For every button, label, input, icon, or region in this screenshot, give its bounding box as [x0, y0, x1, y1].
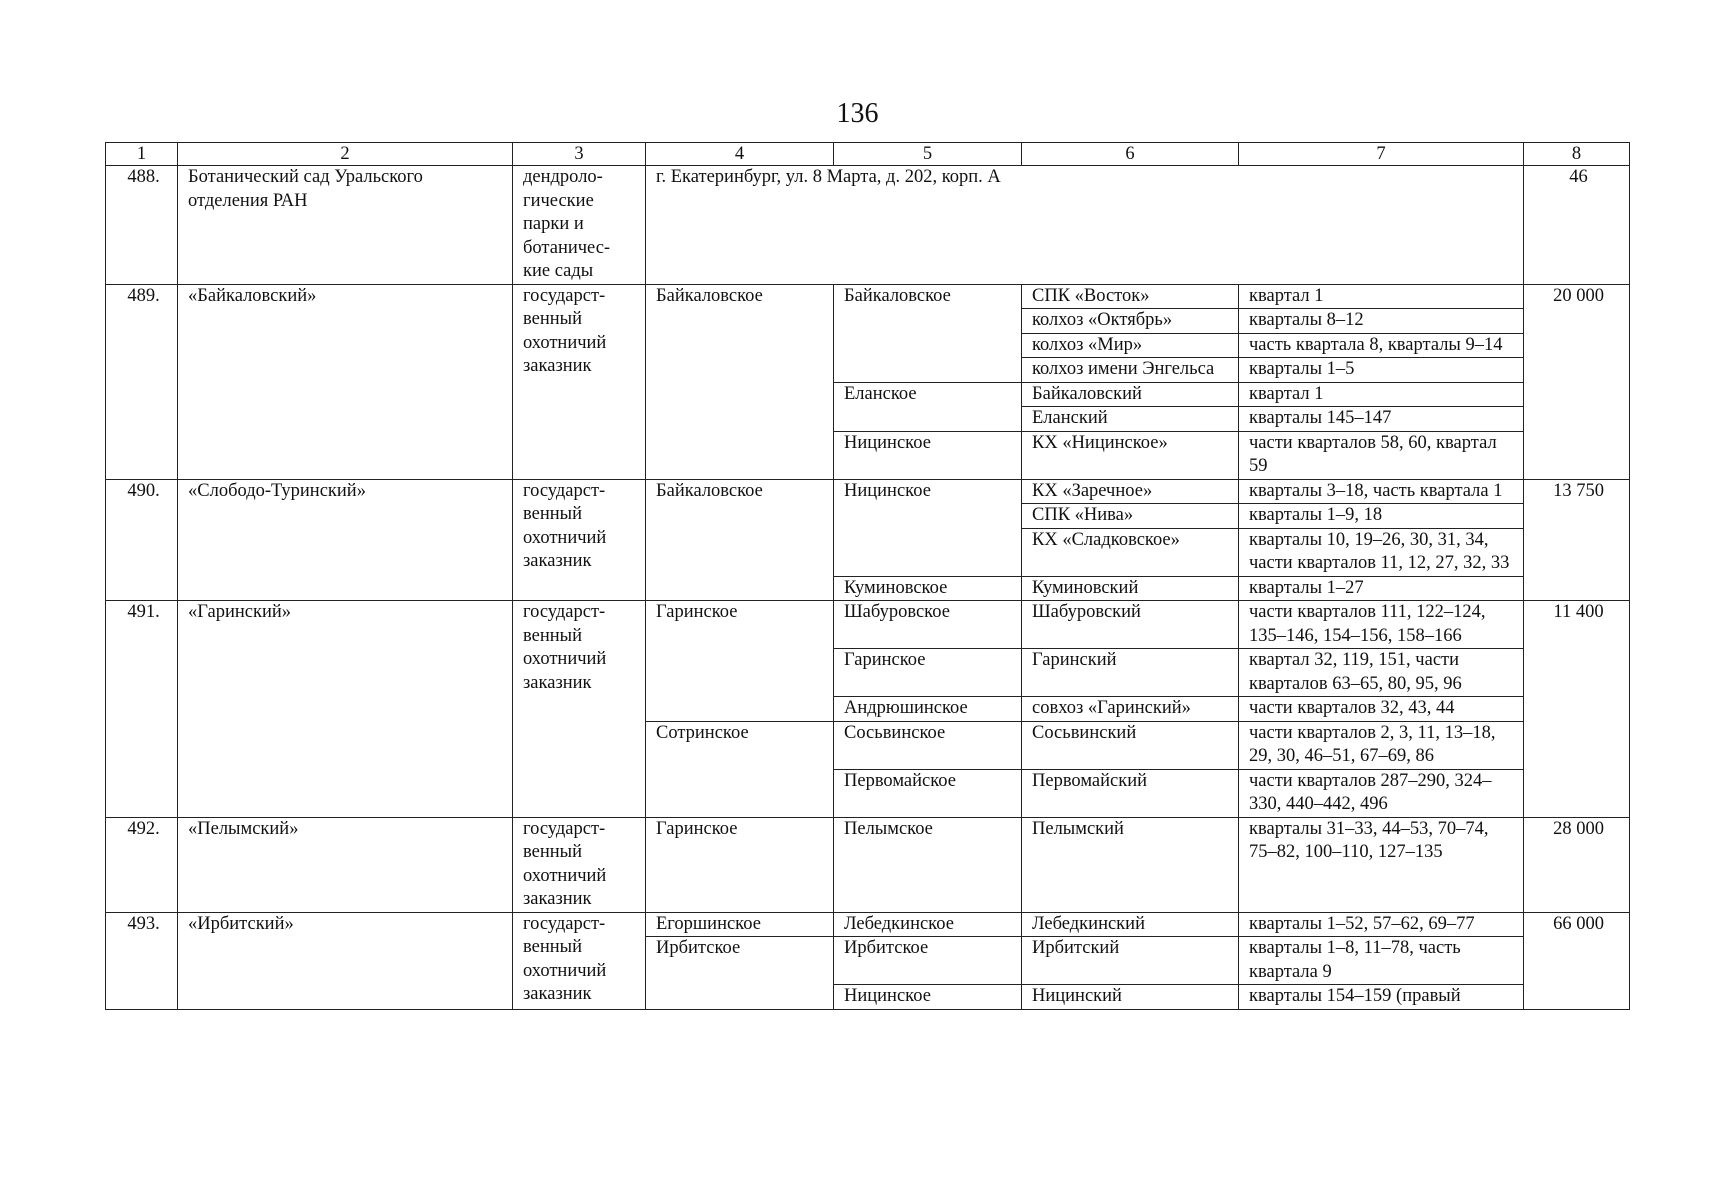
forestry: Шабуровское	[834, 601, 1022, 649]
tract: СПК «Восток»	[1022, 284, 1239, 309]
area-hectares: 66 000	[1524, 912, 1630, 1009]
tract: Первомайский	[1022, 769, 1239, 817]
quarters: кварталы 3–18, часть квартала 1	[1239, 479, 1524, 504]
quarters: кварталы 31–33, 44–53, 70–74, 75–82, 100–110, 127–135	[1239, 817, 1524, 912]
area-type: государст- венный охотничий заказник	[513, 284, 646, 479]
quarters: части кварталов 58, 60, квартал 59	[1239, 431, 1524, 479]
quarters: кварталы 1–27	[1239, 576, 1524, 601]
tract: Лебедкинский	[1022, 912, 1239, 937]
row-number: 493.	[106, 912, 178, 1009]
district: Гаринское	[646, 601, 834, 722]
table-row	[106, 479, 1630, 504]
tract: колхоз «Мир»	[1022, 333, 1239, 358]
quarters: кварталы 1–8, 11–78, часть квартала 9	[1239, 937, 1524, 985]
table-row	[106, 601, 1630, 649]
column-number: 6	[1022, 143, 1239, 166]
district: Сотринское	[646, 721, 834, 817]
tract: Байкаловский	[1022, 382, 1239, 407]
forestry: Гаринское	[834, 649, 1022, 697]
district: Ирбитское	[646, 937, 834, 1010]
tract: КХ «Сладковское»	[1022, 528, 1239, 576]
area-name: «Слободо-Туринский»	[178, 479, 513, 601]
quarters: части кварталов 2, 3, 11, 13–18, 29, 30, 46–51, 67–69, 86	[1239, 721, 1524, 769]
area-name: «Гаринский»	[178, 601, 513, 818]
column-number: 5	[834, 143, 1022, 166]
area-type: государст- венный охотничий заказник	[513, 912, 646, 1009]
forestry: Еланское	[834, 382, 1022, 431]
tract: Ирбитский	[1022, 937, 1239, 985]
area-hectares: 46	[1524, 166, 1630, 285]
area-name: «Пелымский»	[178, 817, 513, 912]
quarters: кварталы 1–5	[1239, 358, 1524, 383]
area-hectares: 20 000	[1524, 284, 1630, 479]
quarters: квартал 32, 119, 151, части кварталов 63–65, 80, 95, 96	[1239, 649, 1524, 697]
tract: Ницинский	[1022, 985, 1239, 1010]
quarters: кварталы 8–12	[1239, 309, 1524, 334]
forestry: Ницинское	[834, 431, 1022, 479]
area-name: Ботанический сад Уральского отделения РАН	[178, 166, 513, 285]
forestry: Андрюшинское	[834, 697, 1022, 722]
tract: СПК «Нива»	[1022, 504, 1239, 529]
forestry: Ницинское	[834, 479, 1022, 576]
area-location: г. Екатеринбург, ул. 8 Марта, д. 202, корп. А	[646, 166, 1524, 285]
tract: Гаринский	[1022, 649, 1239, 697]
table-row	[106, 166, 1630, 285]
row-number: 490.	[106, 479, 178, 601]
quarters: кварталы 1–9, 18	[1239, 504, 1524, 529]
row-number: 491.	[106, 601, 178, 818]
area-type: дендроло- гические парки и ботаничес- кие сады	[513, 166, 646, 285]
tract: колхоз имени Энгельса	[1022, 358, 1239, 383]
tract: Шабуровский	[1022, 601, 1239, 649]
quarters: части кварталов 287–290, 324–330, 440–442, 496	[1239, 769, 1524, 817]
area-type: государст- венный охотничий заказник	[513, 479, 646, 601]
forestry: Лебедкинское	[834, 912, 1022, 937]
column-number: 4	[646, 143, 834, 166]
quarters: квартал 1	[1239, 382, 1524, 407]
area-hectares: 13 750	[1524, 479, 1630, 601]
row-number: 489.	[106, 284, 178, 479]
district: Егоршинское	[646, 912, 834, 937]
column-number-row	[106, 143, 1630, 166]
tract: колхоз «Октябрь»	[1022, 309, 1239, 334]
table-row	[106, 284, 1630, 309]
protected-areas-table	[105, 142, 1630, 1010]
quarters: кварталы 145–147	[1239, 407, 1524, 432]
district: Гаринское	[646, 817, 834, 912]
forestry: Ницинское	[834, 985, 1022, 1010]
forestry: Первомайское	[834, 769, 1022, 817]
quarters: части кварталов 111, 122–124, 135–146, 154–156, 158–166	[1239, 601, 1524, 649]
tract: Еланский	[1022, 407, 1239, 432]
quarters: кварталы 154–159 (правый	[1239, 985, 1524, 1010]
area-type: государст- венный охотничий заказник	[513, 601, 646, 818]
quarters: квартал 1	[1239, 284, 1524, 309]
forestry: Байкаловское	[834, 284, 1022, 382]
column-number: 7	[1239, 143, 1524, 166]
tract: Пелымский	[1022, 817, 1239, 912]
district: Байкаловское	[646, 284, 834, 479]
table-row	[106, 817, 1630, 912]
quarters: часть квартала 8, кварталы 9–14	[1239, 333, 1524, 358]
row-number: 492.	[106, 817, 178, 912]
area-name: «Байкаловский»	[178, 284, 513, 479]
quarters: кварталы 10, 19–26, 30, 31, 34, части кварталов 11, 12, 27, 32, 33	[1239, 528, 1524, 576]
district: Байкаловское	[646, 479, 834, 601]
tract: Сосьвинский	[1022, 721, 1239, 769]
row-number: 488.	[106, 166, 178, 285]
quarters: части кварталов 32, 43, 44	[1239, 697, 1524, 722]
column-number: 2	[178, 143, 513, 166]
forestry: Ирбитское	[834, 937, 1022, 985]
area-name: «Ирбитский»	[178, 912, 513, 1009]
quarters: кварталы 1–52, 57–62, 69–77	[1239, 912, 1524, 937]
column-number: 3	[513, 143, 646, 166]
forestry: Пелымское	[834, 817, 1022, 912]
area-hectares: 28 000	[1524, 817, 1630, 912]
column-number: 1	[106, 143, 178, 166]
table-row	[106, 912, 1630, 937]
forestry: Куминовское	[834, 576, 1022, 601]
tract: КХ «Ницинское»	[1022, 431, 1239, 479]
column-number: 8	[1524, 143, 1630, 166]
area-hectares: 11 400	[1524, 601, 1630, 818]
tract: КХ «Заречное»	[1022, 479, 1239, 504]
area-type: государст- венный охотничий заказник	[513, 817, 646, 912]
forestry: Сосьвинское	[834, 721, 1022, 769]
tract: Куминовский	[1022, 576, 1239, 601]
page-number: 136	[836, 98, 879, 129]
tract: совхоз «Гаринский»	[1022, 697, 1239, 722]
